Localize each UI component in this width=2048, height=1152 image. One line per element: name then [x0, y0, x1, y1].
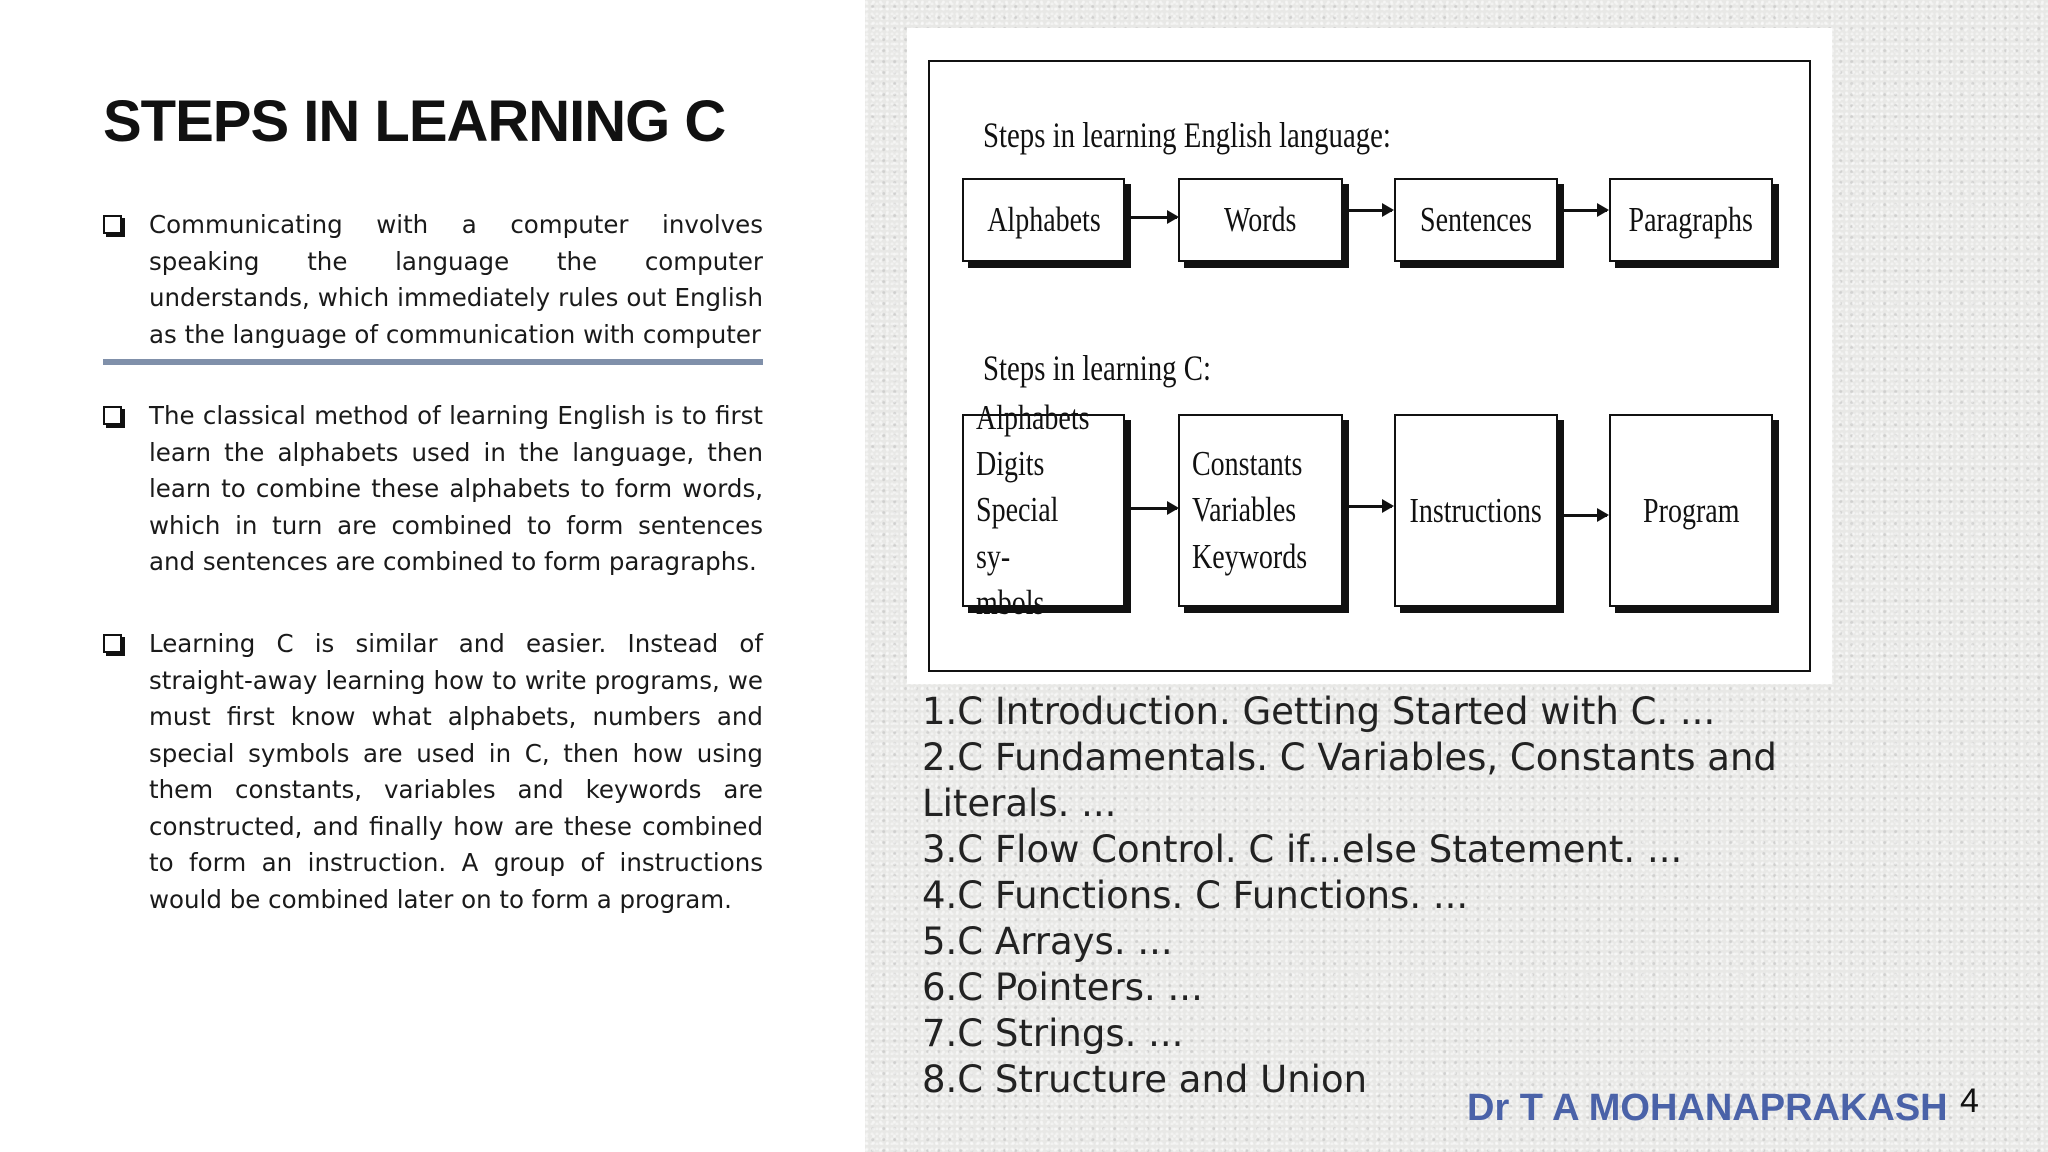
- checkbox-bullet-icon: [103, 634, 122, 653]
- topic-item: 4.C Functions. C Functions. ...: [922, 874, 1469, 917]
- arrow-icon: [1345, 505, 1392, 508]
- bullet-item-2: [103, 398, 763, 581]
- arrow-icon: [1345, 209, 1392, 212]
- arrow-icon: [1560, 514, 1607, 517]
- c-step-tokens: [1178, 414, 1343, 607]
- english-step-paragraphs: [1609, 178, 1773, 262]
- checkbox-bullet-icon: [103, 406, 122, 425]
- step-label: Instructions: [1409, 490, 1543, 530]
- topic-item: 7.C Strings. ...: [922, 1012, 1184, 1055]
- checkbox-bullet-icon: [103, 215, 122, 234]
- arrow-icon: [1127, 507, 1177, 510]
- english-step-sentences: [1394, 178, 1558, 262]
- topic-item: 1.C Introduction. Getting Started with C. ...: [922, 690, 1716, 733]
- topic-item: 6.C Pointers. ...: [922, 966, 1203, 1009]
- step-label: Sentences: [1420, 200, 1532, 239]
- c-step-instructions: [1394, 414, 1558, 607]
- page-number: 4: [1960, 1082, 1979, 1120]
- english-steps-heading: Steps in learning English language:: [983, 115, 1391, 155]
- step-label: Program: [1642, 490, 1740, 530]
- topics-list: [922, 689, 1802, 1103]
- c-steps-heading: Steps in learning C:: [983, 348, 1211, 388]
- step-label: Alphabets: [986, 200, 1101, 239]
- step-label: Constants Variables Keywords: [1192, 444, 1308, 576]
- topic-item: 2.C Fundamentals. C Variables, Constants and Literals. ...: [922, 736, 1777, 825]
- step-label: Alphabets Digits Special sy- mbols: [976, 398, 1090, 622]
- arrow-icon: [1560, 209, 1607, 212]
- divider: [103, 359, 763, 365]
- bullet-text-3: Learning C is similar and easier. Instead of straight-away learning how to write programs, we must first know what alphabets, numbers and special symbols are used in C, then how using them constants, variables and keywords are constructed, and finally how are these combined to form an instruction. A group of instructions would be combined later on to form a program.: [149, 629, 763, 914]
- topic-item: 5.C Arrays. ...: [922, 920, 1173, 963]
- bullet-item-1: [103, 207, 763, 353]
- arrow-icon: [1127, 216, 1177, 219]
- step-label: Words: [1224, 200, 1297, 239]
- bullet-text-2: The classical method of learning English is to first learn the alphabets used in the language, then learn to combine these alphabets to form words, which in turn are combined to form sentences and sentences are combined to form paragraphs.: [149, 401, 763, 576]
- english-step-words: [1178, 178, 1343, 262]
- english-step-alphabets: [962, 178, 1125, 262]
- bullet-text-1: Communicating with a computer involves speaking the language the computer understands, which immediately rules out English as the language of communication with computer: [149, 210, 763, 349]
- author-name: Dr T A MOHANAPRAKASH: [1467, 1087, 1948, 1129]
- topic-item: 8.C Structure and Union: [922, 1058, 1368, 1101]
- step-label: Paragraphs: [1628, 200, 1754, 239]
- slide-title: STEPS IN LEARNING C: [103, 89, 726, 154]
- topic-item: 3.C Flow Control. C if...else Statement. ...: [922, 828, 1683, 871]
- bullet-item-3: [103, 626, 763, 918]
- c-step-characters: [962, 398, 1125, 622]
- c-step-program: [1609, 414, 1773, 607]
